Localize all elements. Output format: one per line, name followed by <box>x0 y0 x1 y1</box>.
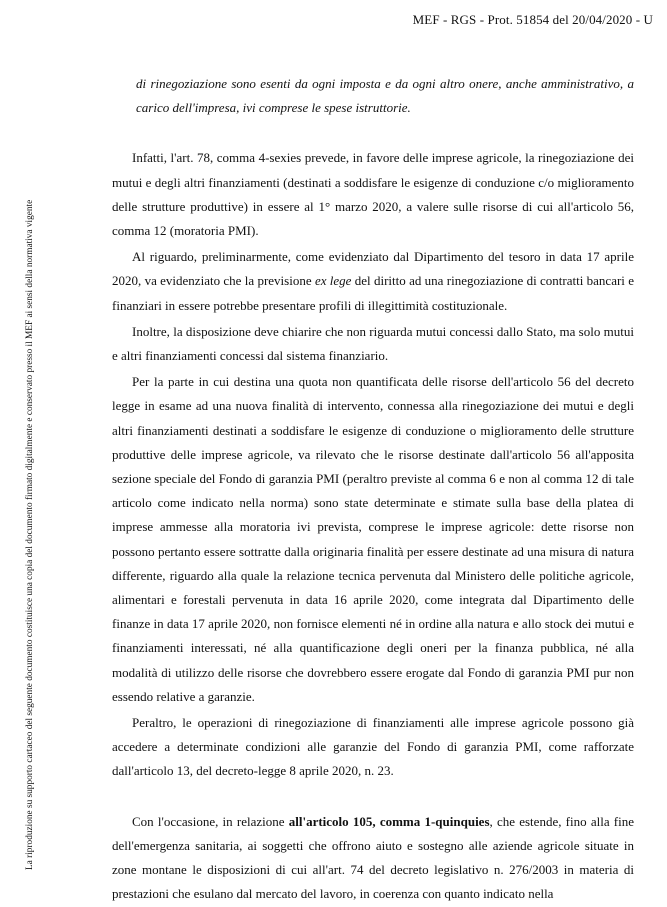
paragraph-6-bold: all'articolo 105, comma 1-quinquies <box>288 813 490 829</box>
document-body <box>112 72 634 907</box>
digital-copy-side-note: La riproduzione su supporto cartaceo del seguente documento costituisce una copia del documento firmato digitalmente e conservato presso il MEF ai sensi della normativa vigente <box>25 199 35 870</box>
section-gap <box>112 784 634 810</box>
paragraph-1: Infatti, l'art. 78, comma 4-sexies prevede, in favore delle imprese agricole, la rinegoziazione dei mutui e degli altri finanziamenti (destinati a soddisfare le esigenze di conduzione c/o miglioramento delle strutture produttive) in essere al 1° marzo 2020, a valere sulle risorse di cui all'articolo 56, comma 12 (moratoria PMI). <box>112 150 634 239</box>
paragraph-6-part2: , che estende, fino alla fine dell'emergenza sanitaria, ai soggetti che offrono aiuto e sostegno alle aziende agricole situate in zone montane le disposizioni di cui all'art. 74 del decreto legislativo n. 276/2003 in materia di prestazioni che esulano dal mercato del lavoro, in coerenza con quanto indicato nella <box>112 813 635 902</box>
paragraph-6 <box>112 810 634 907</box>
protocol-header: MEF - RGS - Prot. 51854 del 20/04/2020 - U <box>412 12 653 27</box>
paragraph-6-part1: Con l'occasione, in relazione <box>132 813 289 829</box>
paragraph-2-italic: ex lege <box>314 273 352 289</box>
paragraph-4: Per la parte in cui destina una quota non quantificata delle risorse dell'articolo 56 del decreto legge in esame ad una nuova finalità di intervento, connessa alla rinegoziazione dei mutui e degli altri finanziamenti destinati a soddisfare le esigenze di conduzione o miglioramento delle strutture produttive delle imprese agricole, va rilevato che le risorse destinate dall'articolo 56 all'apposita sezione speciale del Fondo di garanzia PMI (peraltro previste al comma 6 e non al comma 12 di tale articolo come indicato nella norma) sono state determinate e stimate sulla base della platea di imprese ammesse alla moratoria ivi prevista, comprese le imprese agricole: dette risorse non possono pertanto essere sottratte dalla originaria finalità per essere destinate ad una misura di natura differente, riguardo alla quale la relazione tecnica pervenuta dal Ministero delle politiche agricole, alimentari e forestali pervenuta in data 16 aprile 2020, come integrata dal Dipartimento delle finanze in data 17 aprile 2020, non fornisce elementi né in ordine alla natura e allo stock dei mutui e finanziamenti interessati, né alla quantificazione degli oneri per la finanza pubblica, né alla modalità di utilizzo delle risorse che dovrebbero essere erogate dal Fondo di garanzia PMI pur non essendo relative a garanzie. <box>112 374 634 704</box>
paragraph-2-part1: Al riguardo, preliminarmente, come evidenziato dal Dipartimento del tesoro in data 17 aprile 2020, va evidenziato che la previsione <box>112 249 634 289</box>
paragraph-5: Peraltro, le operazioni di rinegoziazione di finanziamenti alle imprese agricole possono già accedere a determinate condizioni alle garanzie del Fondo di garanzia PMI, come rafforzate dall'articolo 13, del decreto-legge 8 aprile 2020, n. 23. <box>112 715 634 779</box>
paragraph-3: Inoltre, la disposizione deve chiarire che non riguarda mutui concessi dallo Stato, ma solo mutui e altri finanziamenti concessi dal sistema finanziario. <box>112 323 634 364</box>
paragraph-2 <box>112 245 634 318</box>
paragraph-2-part2: del diritto ad una rinegoziazione di contratti bancari e finanziari in essere potrebbe presentare profili di illegittimità costituzionale. <box>112 273 634 313</box>
intro-quote: di rinegoziazione sono esenti da ogni imposta e da ogni altro onere, anche amministrativo, a carico dell'impresa, ivi comprese le spese istruttorie. <box>136 76 634 116</box>
